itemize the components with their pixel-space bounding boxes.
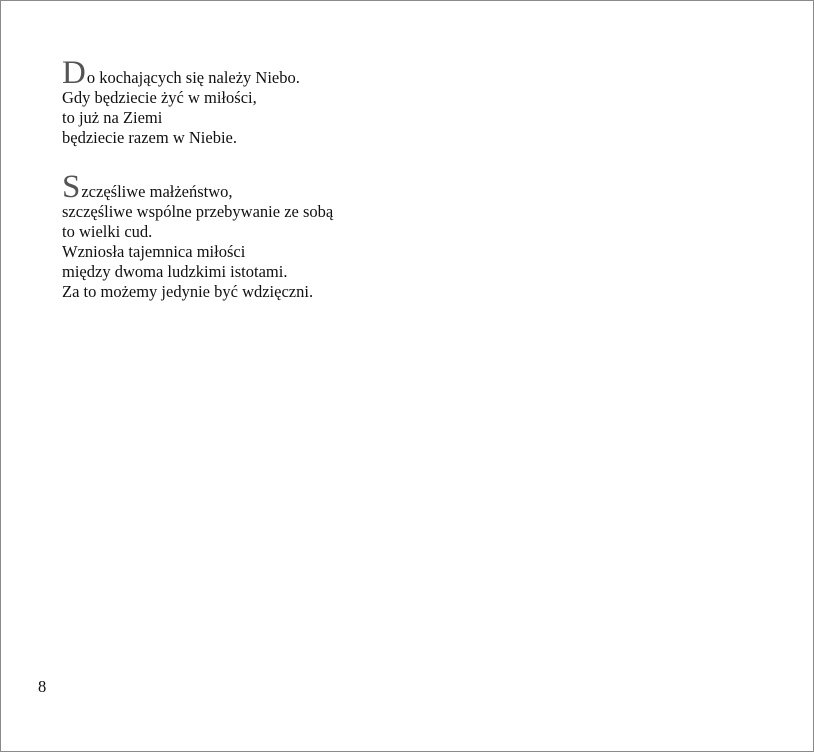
poem-line: Gdy będziecie żyć w miłości, (62, 88, 257, 107)
poem-line: między dwoma ludzkimi istotami. (62, 262, 288, 281)
poem-first-line (62, 55, 622, 91)
poem-line: Za to możemy jedynie być wdzięczni. (62, 282, 314, 301)
first-line-text: o kochających się należy Niebo. (86, 68, 300, 87)
drop-cap-initial: S (62, 169, 81, 205)
poem-line: to wielki cud. (62, 222, 153, 241)
poem-stanza-1 (62, 55, 622, 148)
drop-cap-initial: D (62, 55, 86, 91)
poem-line: to już na Ziemi (62, 108, 163, 127)
first-line-text: zczęśliwe małżeństwo, (81, 182, 233, 201)
poem-line: Wzniosła tajemnica miłości (62, 242, 246, 261)
poem-line: szczęśliwe wspólne przebywanie ze sobą (62, 202, 334, 221)
page-number: 8 (38, 677, 47, 696)
poem-stanza-2 (62, 169, 622, 302)
poem-first-line (62, 169, 622, 205)
poem-line: będziecie razem w Niebie. (62, 128, 237, 147)
